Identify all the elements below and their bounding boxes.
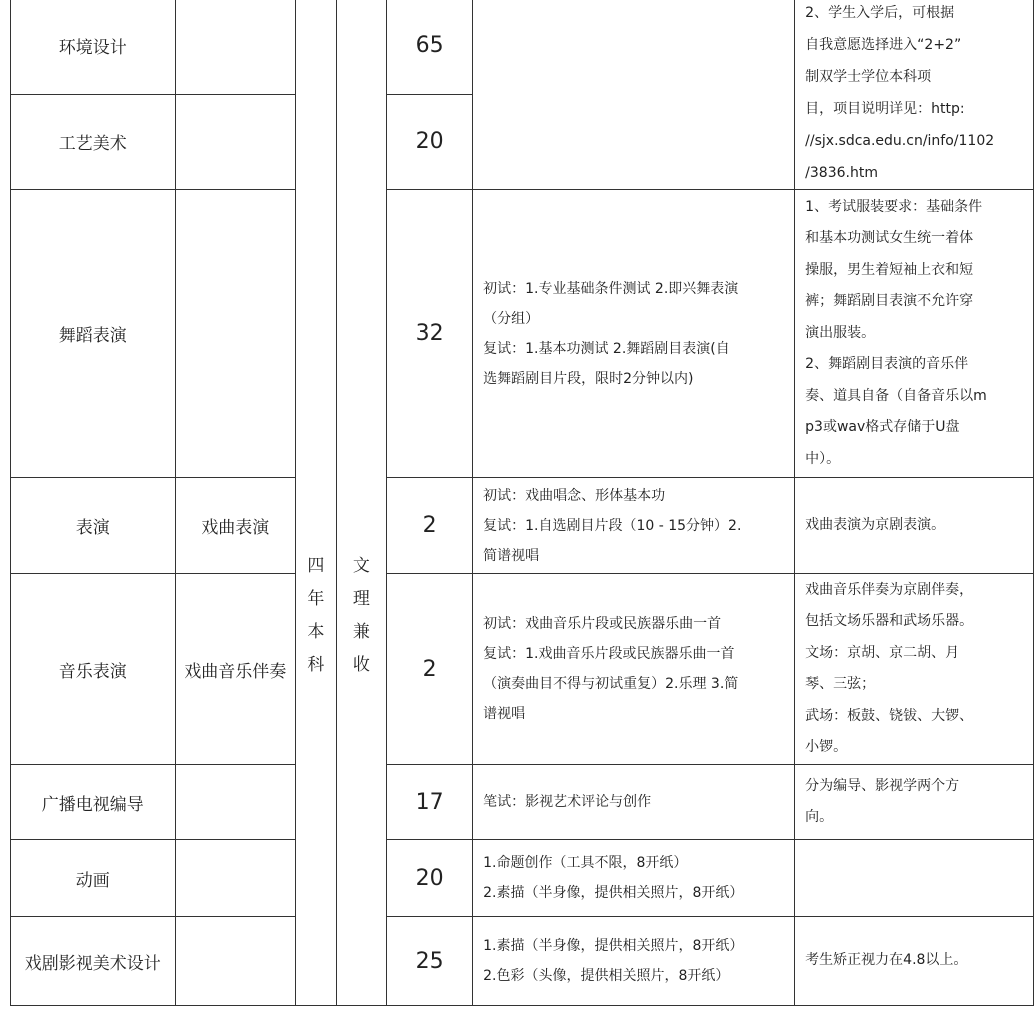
exam-cell (473, 190, 795, 478)
note-line: p3或wav格式存储于U盘 (805, 419, 960, 436)
major-cell: 工艺美术 (11, 94, 176, 190)
exam-cell (473, 840, 795, 917)
table-row (11, 840, 1034, 917)
note-cell (795, 190, 1034, 478)
major-cell: 舞蹈表演 (11, 190, 176, 478)
count-cell: 65 (387, 0, 473, 94)
duration-char: 科 (307, 655, 325, 675)
exam-cell (473, 574, 795, 765)
table-row (11, 190, 1034, 478)
note-cell (795, 765, 1034, 840)
subject-type-char: 理 (352, 589, 370, 609)
note-line: 小锣。 (805, 739, 848, 755)
note-line: //sjx.sdca.edu.cn/info/1102 (805, 133, 995, 149)
major-cell: 表演 (11, 478, 176, 574)
exam-line: 1.素描（半身像，提供相关照片，8开纸） (483, 938, 744, 954)
exam-line: 初试：戏曲唱念、形体基本功 (483, 487, 666, 504)
note-line: 武场：板鼓、铙钹、大锣、 (805, 707, 974, 724)
direction-cell (175, 765, 296, 840)
admission-table (10, 0, 1034, 1006)
exam-line: 初试：1.专业基础条件测试 2.即兴舞表演 (483, 280, 739, 297)
exam-line: （演奏曲目不得与初试重复）2.乐理 3.简 (483, 676, 739, 692)
note-cell (795, 574, 1034, 765)
subject-type-char: 收 (352, 655, 370, 675)
count-cell: 20 (387, 840, 473, 917)
direction-cell: 戏曲表演 (175, 478, 296, 574)
exam-line: 初试：戏曲音乐片段或民族器乐曲一首 (483, 616, 722, 632)
note-line: 奏、道具自备（自备音乐以m (805, 387, 987, 404)
exam-line: 简谱视唱 (483, 547, 540, 564)
table-row (11, 917, 1034, 1006)
subject-type-char: 文 (352, 556, 370, 576)
note-line: 目，项目说明详见：http: (805, 101, 965, 117)
exam-line: 选舞蹈剧目片段，限时2分钟以内) (483, 370, 694, 387)
subject-type-char: 兼 (352, 622, 370, 642)
note-cell (795, 840, 1034, 917)
note-line: 琴、三弦； (805, 676, 876, 692)
exam-cell (473, 765, 795, 840)
major-cell: 动画 (11, 840, 176, 917)
note-line: 考生矫正视力在4.8以上。 (805, 952, 968, 969)
subject-type-cell (336, 0, 387, 1006)
count-cell: 17 (387, 765, 473, 840)
major-cell: 广播电视编导 (11, 765, 176, 840)
note-cell (795, 917, 1034, 1006)
exam-line: 复试：1.自选剧目片段（10 - 15分钟）2. (483, 517, 742, 534)
note-line: 演出服装。 (805, 324, 876, 341)
exam-cell (473, 0, 795, 190)
direction-cell: 戏曲音乐伴奏 (175, 574, 296, 765)
note-line: 裤；舞蹈剧目表演不允许穿 (805, 293, 974, 310)
exam-line: 复试：1.基本功测试 2.舞蹈剧目表演(自 (483, 340, 730, 357)
direction-cell (175, 94, 296, 190)
table-row (11, 574, 1034, 765)
exam-line: （分组） (483, 310, 540, 327)
note-cell (795, 478, 1034, 574)
count-cell: 32 (387, 190, 473, 478)
count-cell: 25 (387, 917, 473, 1006)
duration-char: 年 (307, 589, 325, 609)
count-cell: 2 (387, 574, 473, 765)
exam-line: 2.色彩（头像，提供相关照片，8开纸） (483, 968, 730, 984)
note-line: 中）。 (805, 450, 841, 467)
note-line: 和基本功测试女生统一着体 (805, 230, 974, 247)
note-line: 戏曲表演为京剧表演。 (805, 516, 946, 533)
exam-line: 2.素描（半身像，提供相关照片，8开纸） (483, 885, 744, 901)
note-line: 制双学士学位本科项 (805, 69, 932, 85)
note-line: 文场：京胡、京二胡、月 (805, 644, 960, 661)
duration-cell (296, 0, 336, 1006)
note-line: 包括文场乐器和武场乐器。 (805, 613, 974, 629)
direction-cell (175, 190, 296, 478)
exam-cell (473, 478, 795, 574)
major-cell: 戏剧影视美术设计 (11, 917, 176, 1006)
note-line: 分为编导、影视学两个方 (805, 777, 960, 794)
duration-char: 本 (307, 622, 325, 642)
note-line: 戏曲音乐伴奏为京剧伴奏， (805, 581, 974, 598)
table-row (11, 0, 1034, 94)
exam-line: 谱视唱 (483, 706, 526, 722)
note-line: /3836.htm (805, 165, 878, 181)
note-cell (795, 0, 1034, 190)
direction-cell (175, 840, 296, 917)
direction-cell (175, 0, 296, 94)
note-line: 1、考试服装要求：基础条件 (805, 198, 983, 215)
exam-line: 笔试：影视艺术评论与创作 (483, 794, 652, 810)
exam-cell (473, 917, 795, 1006)
direction-cell (175, 917, 296, 1006)
note-line: 自我意愿选择进入“2+2” (805, 37, 962, 53)
note-line: 2、学生入学后，可根据 (805, 5, 955, 21)
count-cell: 2 (387, 478, 473, 574)
table-row (11, 478, 1034, 574)
exam-line: 1.命题创作（工具不限，8开纸） (483, 855, 688, 871)
major-cell: 音乐表演 (11, 574, 176, 765)
note-line: 向。 (805, 809, 834, 825)
count-cell: 20 (387, 94, 473, 190)
major-cell: 环境设计 (11, 0, 176, 94)
note-line: 操服，男生着短袖上衣和短 (805, 261, 974, 278)
note-line: 2、舞蹈剧目表演的音乐伴 (805, 356, 969, 373)
duration-char: 四 (307, 556, 325, 576)
table-row (11, 765, 1034, 840)
exam-line: 复试：1.戏曲音乐片段或民族器乐曲一首 (483, 646, 735, 662)
